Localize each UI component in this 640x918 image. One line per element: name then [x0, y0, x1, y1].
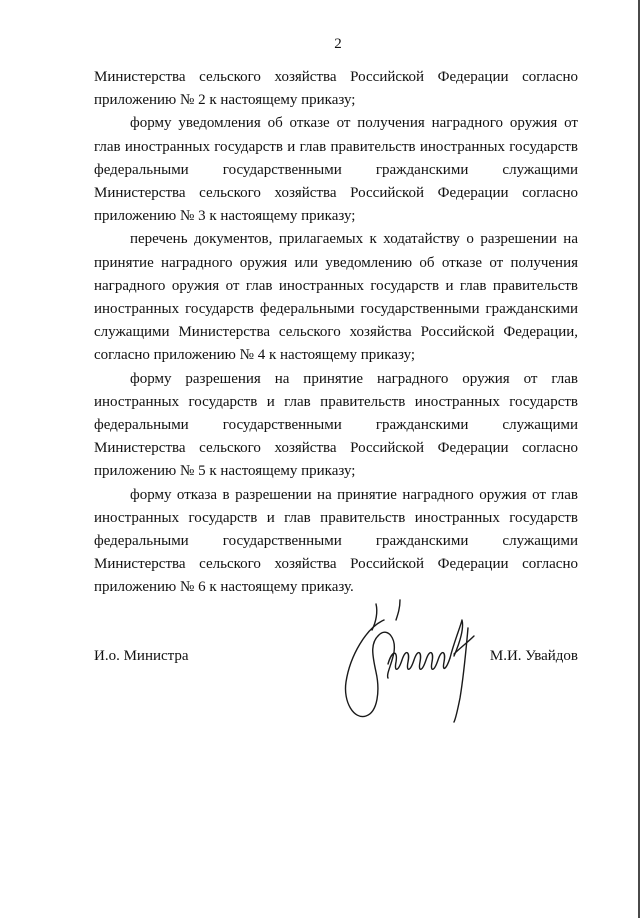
paragraph-3: перечень документов, прилагаемых к ходатайству о разрешении на принятие наградного оружия или уведомлению об отказе от получения наградного оружия от глав иностранных государств и глав правительств иностранных государств федеральными государственными гражданскими служащими Министерства сельского хозяйства Российской Федерации, согласно приложению № 4 к настоящему приказу; [94, 231, 578, 364]
signatory-name: М.И. Увайдов [489, 648, 578, 664]
handwritten-signature-icon [336, 598, 486, 728]
paragraph-4: форму разрешения на принятие наградного оружия от глав иностранных государств и глав правительств иностранных государств федеральными государственными гражданскими служащими Министерства сельского хозяйства Российской Федерации согласно приложению № 5 к настоящему приказу; [94, 370, 578, 480]
paragraph-5: форму отказа в разрешении на принятие наградного оружия от глав иностранных государств и глав правительств иностранных государств федеральными государственными гражданскими служащими Министерства сельского хозяйства Российской Федерации согласно приложению № 6 к настоящему приказу. [94, 486, 578, 596]
paragraph-2: форму уведомления об отказе от получения наградного оружия от глав иностранных государств и глав правительств иностранных государств федеральными государственными гражданскими служащими Министерства сельского хозяйства Российской Федерации согласно приложению № 3 к настоящему приказу; [94, 115, 578, 225]
page-number: 2 [334, 36, 342, 52]
signatory-title: И.о. Министра [94, 648, 189, 664]
paragraph-1: Министерства сельского хозяйства Российской Федерации согласно приложению № 2 к настоящему приказу; [94, 69, 578, 109]
document-body [94, 66, 578, 600]
